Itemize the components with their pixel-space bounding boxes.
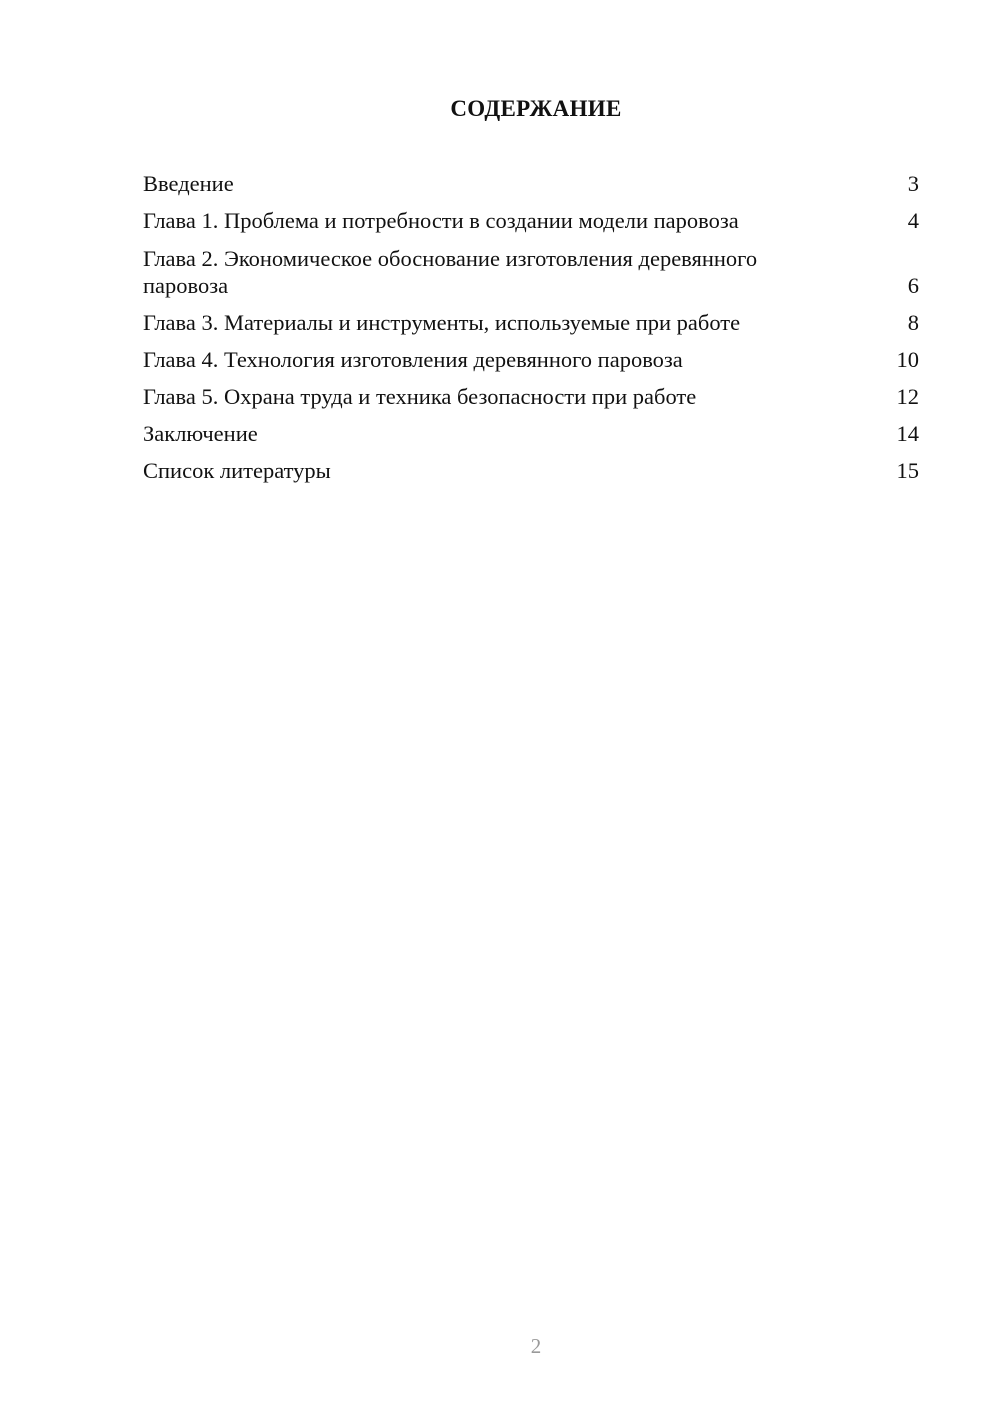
toc-entry-page: 12: [896, 384, 919, 409]
toc-entry-introduction: [143, 171, 919, 197]
toc-entry-page: 15: [896, 458, 919, 483]
toc-entry-chapter-2: [143, 245, 919, 299]
toc-entry-chapter-1: [143, 208, 919, 234]
toc-entry-label: Глава 2. Экономическое обоснование изготовления деревянного паровоза: [143, 246, 758, 298]
toc-entry-chapter-5: [143, 384, 919, 410]
toc-entry-label: Глава 4. Технология изготовления деревянного паровоза: [143, 347, 683, 372]
toc-entry-label: Глава 3. Материалы и инструменты, используемые при работе: [143, 310, 741, 335]
toc-entry-page: 10: [896, 347, 919, 372]
toc-entry-page: 8: [907, 310, 919, 335]
table-of-contents: [143, 171, 919, 495]
toc-entry-label: Глава 1. Проблема и потребности в создании модели паровоза: [143, 208, 739, 233]
toc-entry-label: Введение: [143, 171, 234, 196]
toc-entry-page: 14: [896, 421, 919, 446]
toc-entry-page: 6: [907, 273, 919, 298]
page-title: СОДЕРЖАНИЕ: [450, 96, 622, 121]
toc-entry-label: Список литературы: [143, 458, 331, 483]
toc-entry-conclusion: [143, 421, 919, 447]
toc-entry-chapter-3: [143, 310, 919, 336]
toc-entry-page: 3: [907, 171, 919, 196]
toc-entry-chapter-4: [143, 347, 919, 373]
page-number: 2: [530, 1334, 542, 1358]
toc-entry-bibliography: [143, 458, 919, 484]
toc-entry-label: Глава 5. Охрана труда и техника безопасности при работе: [143, 384, 697, 409]
toc-entry-label: Заключение: [143, 421, 258, 446]
toc-entry-page: 4: [907, 208, 919, 233]
